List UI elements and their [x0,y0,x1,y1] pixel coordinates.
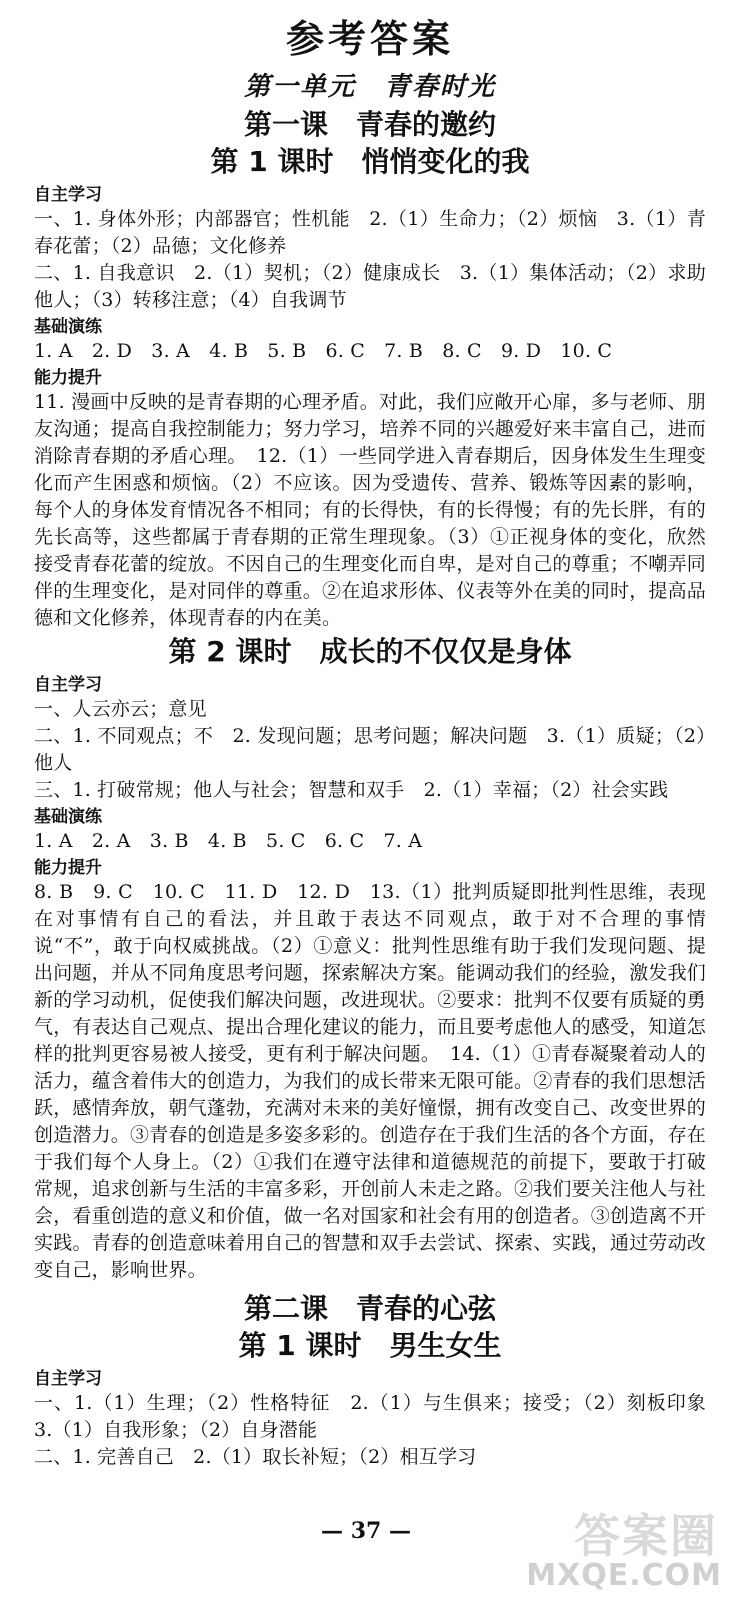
answer-line: 1. A 2. D 3. A 4. B 5. B 6. C 7. B 8. C 9. D 10. C [34,340,613,362]
answer-line: 二、1. 完善自己 2.（1）取长补短；（2）相互学习 [34,1446,477,1468]
answer-line: 三、1. 打破常规；他人与社会；智慧和双手 2.（1）幸福；（2）社会实践 [34,779,669,801]
page-number: — 37 — [321,1518,411,1544]
section-self-study: 自主学习 [34,185,102,205]
section-self-study: 自主学习 [34,675,102,695]
watermark [526,1500,726,1596]
period-heading-2: 第 2 课时 成长的不仅仅是身体 [168,635,572,668]
watermark-logo: 答案圈 [574,1509,718,1563]
section-basic-practice: 基础演练 [34,317,102,337]
lesson-heading-2: 第二课 青春的心弦 [243,1292,496,1325]
answer-line: 一、1.（1）生理；（2）性格特征 2.（1）与生俱来；接受；（2）刻板印象 3.（1）自我形象；（2）自身潜能 [34,1392,726,1441]
period-heading-1: 第 1 课时 悄悄变化的我 [210,145,530,178]
watermark-url: MXQE.COM [526,1558,722,1593]
answer-line: 一、1. 身体外形；内部器官；性机能 2.（1）生命力；（2）烦恼 3.（1）青春花蕾；（2）品德；文化修养 [34,208,706,257]
section-ability: 能力提升 [34,858,102,878]
section-self-study: 自主学习 [34,1369,102,1389]
section-ability: 能力提升 [34,368,102,388]
answer-line: 二、1. 自我意识 2.（1）契机；（2）健康成长 3.（1）集体活动；（2）求助他人；（3）转移注意；（4）自我调节 [34,262,706,311]
section-basic-practice: 基础演练 [34,807,102,827]
period-heading-3: 第 1 课时 男生女生 [238,1329,502,1362]
page-title: 参考答案 [285,17,454,61]
unit-heading: 第一单元 青春时光 [243,72,496,102]
answer-paragraph: 11. 漫画中反映的是青春期的心理矛盾。对此，我们应敞开心扉，多与老师、朋友沟通；提高自我控制能力；努力学习，培养不同的兴趣爱好来丰富自己，进而消除青春期的矛盾心理。 12.（1）一些同学进入青春期后，因身体发生生理变化而产生困惑和烦恼。（2）不应该。因为受遗传、营养、锻炼等因素的影响，每个人的身体发育情况各不相同；有的长得快，有的长得慢；有的先长胖，有的先长高等，这些都属于青春期的正常生理现象。（3）①正视身体的变化，欣然接受青春花蕾的绽放。不因自己的生理变化而自卑，是对自己的尊重；不嘲弄同伴的生理变化，是对同伴的尊重。②在追求形体、仪表等外在美的同时，提高品德和文化修养，体现青春的内在美。 [34,391,707,629]
answer-line: 二、1. 不同观点；不 2. 发现问题；思考问题；解决问题 3.（1）质疑；（2）他人 [34,725,706,774]
answer-page [34,14,726,1471]
answer-line: 一、人云亦云；意见 [34,698,207,720]
lesson-heading-1: 第一课 青春的邀约 [243,108,496,141]
answer-paragraph: 8. B 9. C 10. C 11. D 12. D 13.（1）批判质疑即批判性思维，表现在对事情有自己的看法，并且敢于表达不同观点，敢于对不合理的事情说“不”，敢于向权威挑战。（2）①意义：批判性思维有助于我们发现问题、提出问题，并从不同角度思考问题，探索解决方案。能调动我们的经验，激发我们新的学习动机，促使我们解决问题，改进现状。②要求：批判不仅要有质疑的勇气，有表达自己观点、提出合理化建议的能力，而且要考虑他人的感受，知道怎样的批判更容易被人接受，更有利于解决问题。 14.（1）①青春凝聚着动人的活力，蕴含着伟大的创造力，为我们的成长带来无限可能。②青春的我们思想活跃，感情奔放，朝气蓬勃，充满对未来的美好憧憬，拥有改变自己、改变世界的创造潜力。③青春的创造是多姿多彩的。创造存在于我们生活的各个方面，存在于我们每个人身上。（2）①我们在遵守法律和道德规范的前提下，要敢于打破常规，追求创新与生活的丰富多彩，开创前人未走之路。②我们要关注他人与社会，看重创造的意义和价值，做一名对国家和社会有用的创造者。③创造离不开实践。青春的创造意味着用自己的智慧和双手去尝试、探索、实践，通过劳动改变自己，影响世界。 [34,881,707,1281]
answer-line: 1. A 2. A 3. B 4. B 5. C 6. C 7. A [34,830,423,852]
